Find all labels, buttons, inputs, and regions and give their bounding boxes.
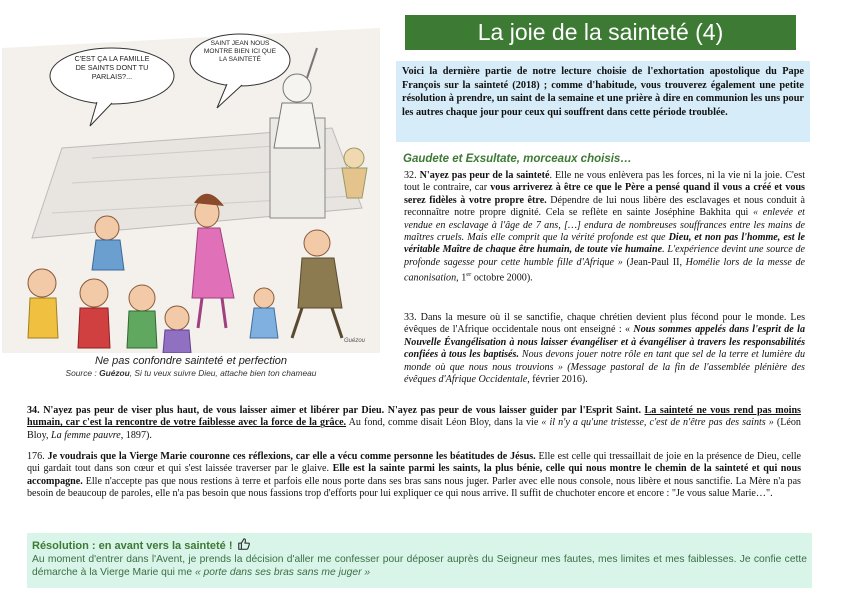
p32-number: 32. — [404, 170, 420, 181]
source-prefix: Source : — [65, 368, 100, 378]
p32-s3: vous arriverez à être ce que le Père a pensé quand il vous a créé et vous serez fidèles à votre propre être. — [404, 182, 805, 206]
paragraph-33 — [404, 312, 805, 386]
paragraph-176 — [27, 451, 801, 501]
intro-box: Voici la dernière partie de notre lecture choisie de l'exhortation apostolique du Pape François sur la sainteté (2018) ; comme d'habitude, vous trouverez également une petite résolution à prendre, un saint de la semaine et une prière à dire en communion les uns pour les autres chaque jour pour ceux qui souffrent dans cette période troublée. — [396, 61, 810, 142]
p33-s3: Nous devons jouer notre rôle en tant que sel de la terre et lumière du monde où que nous nous trouvions » (Message pastoral de la fin de l'assemblée plénière des évêques d'Afrique Occidentale, — [404, 349, 805, 386]
source-author: Guézou — [99, 368, 130, 378]
p33-s1: 33. Dans la mesure où il se sanctifie, chaque chrétien devient plus fécond pour le monde. Les évêques de l'Afrique occidentale nous ont enseigné : « — [404, 312, 805, 336]
p34-s5: (Léon Bloy, — [27, 417, 801, 441]
p32-sup: er — [466, 271, 472, 279]
p176-s5: Elle n'accepte pas que nous restions à terre et parfois elle nous porte dans ses bras sans nous juger. Parler avec elle nous console, nous libère et nous sanctifie. La Mère n'a pas besoin de beaucoup de paroles, elle n'a pas besoin que nous fassions trop d'efforts pour lui expliquer ce qui nous arrive. Il suffit de chuchoter encore et encore : "Je vous salue Marie…". — [27, 475, 801, 500]
p176-s3: Elle est celle qui tressaillait de joie en la présence de Dieu, celle qui gardait tout dans son cœur et qui s'est laissée traverser par le glaive. — [27, 451, 802, 475]
p34-s4: « il n'y a qu'une tristesse, c'est de n'être pas des saints » — [541, 417, 774, 429]
p32-s9: Homélie lors de la messe de canonisation — [404, 256, 806, 284]
p32-s6: Dieu, et non pas l'homme, est le véritable Maître de chaque être humain, de toute vie humaine — [404, 232, 805, 256]
subheading-part1: Gaudete et Exsultate — [403, 153, 517, 165]
page-title: La joie de la sainteté (4) — [405, 15, 796, 50]
subheading-part2: , morceaux choisis… — [516, 153, 632, 165]
p176-s4: Elle est la sainte parmi les saints, la plus bénie, celle qui nous montre le chemin de la sainteté et qui nous accompagne. — [27, 463, 801, 487]
cartoon-signature: Guézou — [344, 338, 366, 344]
p33-s2: Nous sommes appelés dans l'esprit de la Nouvelle Évangélisation à nous laisser évangéliser et à évangéliser à travers les responsabilités confiées à tous les baptisés. — [404, 324, 805, 361]
paragraph-32 — [404, 170, 805, 285]
cartoon-caption — [2, 355, 380, 378]
speech-bubble-right: SAINT JEAN NOUS MONTRE BIEN ICI QUE LA SAINTETÉ — [203, 40, 277, 63]
p176-s1: 176. — [27, 451, 48, 462]
p32-s10: , 1 — [456, 272, 467, 284]
source-title: , Si tu veux suivre Dieu, attache bien ton chameau — [129, 368, 317, 378]
resolution-body-text: Au moment d'entrer dans l'Avent, je prends la décision d'aller me confesser pour déposer auprès du Seigneur mes fautes, mes limites et mes faiblesses. Je confie cette démarche à la Vierge Marie qui me — [32, 554, 807, 578]
caption-source — [2, 368, 380, 378]
p33-s4: février 2016). — [529, 374, 588, 386]
p32-s11: octobre 2000). — [471, 272, 533, 284]
p34-s6: La femme pauvre — [51, 429, 121, 441]
p34-s1: 34. N'ayez pas peur de viser plus haut, de vous laisser aimer et libérer par Dieu. N'ayez pas peur de vous laisser guider par l'Esprit Saint. — [27, 405, 645, 416]
p32-s7: . L'expérience devint une source de profonde sagesse pour cette humble fille d'Afrique » — [404, 244, 806, 268]
p32-s2: . Elle ne vous enlèvera pas les forces, ni la vie ni la joie. C'est tout le contraire, car — [404, 170, 806, 194]
thumbs-up-icon — [237, 537, 251, 554]
cartoon-illustration — [2, 8, 380, 353]
p34-s2: La sainteté ne vous rend pas moins humain, car c'est la rencontre de votre faiblesse avec la force de la grâce. — [27, 405, 801, 429]
section-subheading — [403, 153, 632, 165]
resolution-body-quote: « porte dans ses bras sans me juger » — [194, 566, 371, 578]
p34-s3: Au fond, comme disait Léon Bloy, dans la vie — [346, 417, 542, 429]
speech-bubble-left: C'EST ÇA LA FAMILLE DE SAINTS DONT TU PARLAIS?... — [74, 54, 150, 81]
p32-s5: « enlevée et vendue en esclavage à l'âge de 7 ans, […] endura de nombreuses souffrances entre les mains de maîtres cruels. Mais elle comprit que la vérité profonde est que — [404, 207, 805, 244]
p32-s1: N'ayez pas peur de la sainteté — [419, 170, 550, 181]
p32-s8: (Jean-Paul II, — [622, 256, 686, 268]
resolution-box — [27, 533, 812, 588]
p176-s2: Je voudrais que la Vierge Marie couronne ces réflexions, car elle a vécu comme personne les béatitudes de Jésus. — [47, 451, 536, 462]
caption-text: Ne pas confondre sainteté et perfection — [94, 355, 287, 367]
resolution-body — [32, 554, 807, 580]
p34-s7: , 1897). — [120, 429, 152, 441]
resolution-heading — [32, 537, 807, 554]
resolution-heading-text: Résolution : en avant vers la sainteté ! — [32, 539, 233, 552]
paragraph-34 — [27, 405, 801, 442]
p32-s4: Dépendre de lui nous libère des esclavages et nous conduit à reconnaître notre propre dignité. Cela se reflète en sainte Joséphine Bakhita qui — [404, 194, 806, 219]
